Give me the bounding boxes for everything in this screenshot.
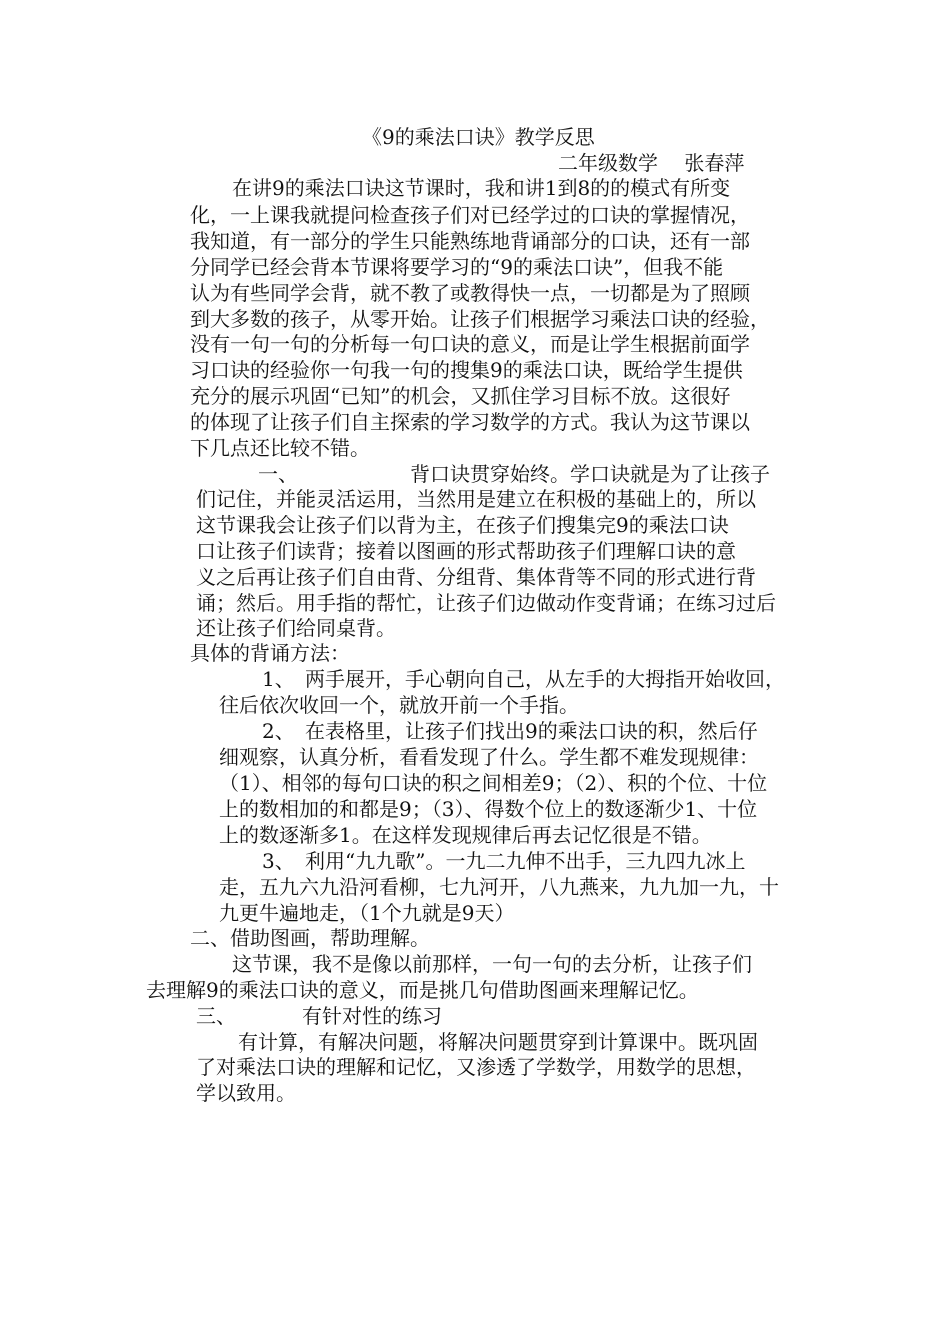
section1-line: 义之后再让孩子们自由背、分组背、集体背等不同的形式进行背 [196,565,756,589]
method-line: 上的数相加的和都是9；（3）、得数个位上的数逐渐少1、十位 [219,797,758,821]
method-number: 3、 [262,849,295,873]
section3-number: 三、 [196,1004,236,1028]
intro-line: 的体现了让孩子们自主探索的学习数学的方式。我认为这节课以 [190,410,750,434]
method-number: 1、 [262,667,295,691]
section3-heading: 有针对性的练习 [302,1004,442,1028]
methods-heading: 具体的背诵方法： [190,641,350,665]
method-line: 九更牛遍地走，（1个九就是9天） [219,901,515,925]
method-number: 2、 [262,719,295,743]
section1-line: 背口诀贯穿始终。学口诀就是为了让孩子 [410,462,770,486]
section2-line: 这节课，我不是像以前那样，一句一句的去分析，让孩子们 [232,952,752,976]
section1-line: 还让孩子们给同桌背。 [196,616,396,640]
document-title: 《9的乘法口诀》教学反思 [362,125,595,149]
intro-line: 没有一句一句的分析每一句口诀的意义，而是让学生根据前面学 [190,332,750,356]
section1-line: 这节课我会让孩子们以背为主，在孩子们搜集完9的乘法口诀 [196,513,729,537]
section2-heading: 二、借助图画，帮助理解。 [190,926,430,950]
intro-line: 化，一上课我就提问检查孩子们对已经学过的口诀的掌握情况， [190,203,750,227]
section3-line: 了对乘法口诀的理解和记忆，又渗透了学数学，用数学的思想， [196,1055,756,1079]
method-line: 利用“九九歌”。一九二九伸不出手，三九四九冰上 [305,849,746,873]
intro-line: 下几点还比较不错。 [190,436,370,460]
method-line: 往后依次收回一个，就放开前一个手指。 [219,693,579,717]
section1-line: 们记住，并能灵活运用，当然用是建立在积极的基础上的，所以 [196,487,756,511]
section1-number: 一、 [258,462,298,486]
method-line: 走，五九六九沿河看柳，七九河开，八九燕来，九九加一九，十 [219,875,779,899]
intro-line: 分同学已经会背本节课将要学习的“9的乘法口诀”，但我不能 [190,255,724,279]
intro-line: 认为有些同学会背，就不教了或教得快一点，一切都是为了照顾 [190,281,750,305]
author-byline: 二年级数学 张春萍 [558,151,745,175]
section1-line: 口让孩子们读背；接着以图画的形式帮助孩子们理解口诀的意 [196,539,736,563]
method-line: （1）、相邻的每句口诀的积之间相差9；（2）、积的个位、十位 [219,771,768,795]
intro-line: 充分的展示巩固“已知”的机会，又抓住学习目标不放。这很好 [190,384,731,408]
section1-line: 诵；然后。用手指的帮忙，让孩子们边做动作变背诵；在练习过后 [196,591,776,615]
intro-line: 习口诀的经验你一句我一句的搜集9的乘法口诀，既给学生提供 [190,358,743,382]
intro-line: 我知道，有一部分的学生只能熟练地背诵部分的口诀，还有一部 [190,229,750,253]
section2-line: 去理解9的乘法口诀的意义，而是挑几句借助图画来理解记忆。 [146,978,699,1002]
method-line: 在表格里，让孩子们找出9的乘法口诀的积，然后仔 [305,719,758,743]
method-line: 细观察，认真分析，看看发现了什么。学生都不难发现规律： [219,745,759,769]
method-line: 两手展开，手心朝向自己，从左手的大拇指开始收回， [305,667,785,691]
section3-line: 有计算，有解决问题，将解决问题贯穿到计算课中。既巩固 [238,1030,758,1054]
method-line: 上的数逐渐多1。在这样发现规律后再去记忆很是不错。 [219,823,712,847]
intro-line: 到大多数的孩子，从零开始。让孩子们根据学习乘法口诀的经验， [190,307,770,331]
intro-line: 在讲9的乘法口诀这节课时，我和讲1到8的的模式有所变 [232,176,731,200]
section3-line: 学以致用。 [196,1081,296,1105]
